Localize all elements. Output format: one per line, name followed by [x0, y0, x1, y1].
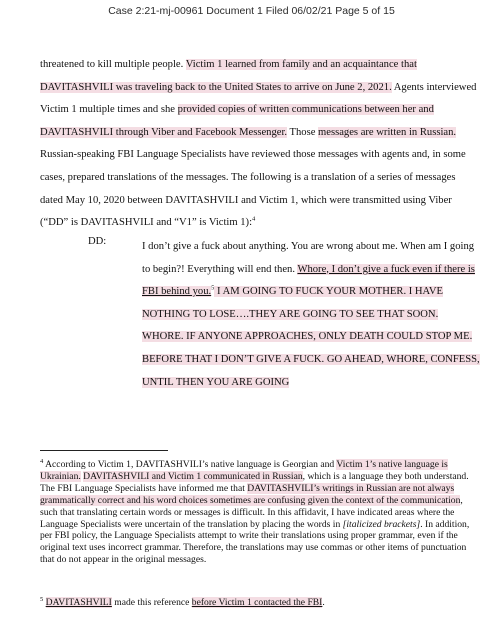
- text-run: Those: [287, 126, 319, 138]
- body-paragraph: [40, 54, 480, 235]
- footnote-ref-4: 4: [252, 215, 256, 223]
- footnote-marker: 4: [40, 457, 44, 465]
- footnote-ref-5: 5: [211, 284, 215, 292]
- text-run: Agents interviewed Victim 1 multiple times and she: [40, 81, 477, 116]
- text-run: I don’t give a fuck about anything. You are wrong about me. When am I going to begin?! Everything will end then.: [142, 241, 475, 275]
- italic-text: [italicized brackets]: [342, 518, 421, 530]
- text-run: .: [322, 597, 325, 608]
- highlighted-text: provided copies of written communications between her and DAVITASHVILI through Viber and Facebook Messenger.: [40, 104, 434, 138]
- text-run: . In addition, per FBI policy, the Language Specialists attempt to write their translations using proper grammar, even if the original text uses incorrect grammar. Therefore, the translations may use commas or other items of punctuation that do not appear in the original messages.: [40, 518, 470, 566]
- highlighted-text: Victim 1’s native language is Ukrainian.: [40, 459, 448, 482]
- highlighted-text: Victim 1 learned from family and an acquaintance that DAVITASHVILI was traveling back to the United States to arrive on June 2, 2021.: [40, 59, 417, 93]
- footnote-marker: 5: [40, 595, 44, 603]
- highlighted-text: DAVITASHVILI and Victim 1 communicated in Russian: [83, 470, 303, 482]
- text-run: , which is a language they both understand. The FBI Language Specialists have informed me that: [40, 470, 469, 494]
- highlighted-underlined-text: DAVITASHVILI: [45, 597, 112, 608]
- message-text: [142, 236, 480, 394]
- text-run: threatened to kill multiple people.: [40, 59, 186, 70]
- highlighted-text: DAVITASHVILI’s writings in Russian are not always grammatically correct and his word choices sometimes are confusing given the context of the communication: [40, 482, 461, 506]
- text-run: made this reference: [111, 597, 192, 608]
- highlighted-underlined-text: before Victim 1 contacted the FBI: [191, 597, 323, 608]
- case-header: Case 2:21-mj-00961 Document 1 Filed 06/02/21 Page 5 of 15: [108, 5, 395, 17]
- footnote-divider: [40, 450, 168, 451]
- highlighted-underlined-text: Whore, I don’t give a fuck even if there is FBI behind you.: [142, 263, 475, 298]
- highlighted-text: ONLY DEATH COULD STOP ME. BEFORE THAT I DON’T GIVE A FUCK. GO AHEAD, WHORE, CONFESS, UNTIL THEN YOU ARE GOING: [142, 331, 480, 388]
- highlighted-text: messages are written in Russian.: [318, 126, 457, 138]
- highlighted-text: I AM GOING TO FUCK YOUR MOTHER. I HAVE NOTHING TO LOSE….THEY ARE GOING TO SEE THAT SOON. WHORE. IF ANYONE APPROACHES,: [142, 286, 443, 343]
- footnote-4: [40, 459, 480, 566]
- speaker-label: DD:: [88, 236, 107, 247]
- text-run: Russian-speaking FBI Language Specialists have reviewed those messages with agents and, in some cases, prepared translations of the messages. The following is a translation of a series of messages dated May 10, 2020 between DAVITASHVILI and Victim 1, which were transmitted using Viber (“DD” is DAVITASHVILI and “V1” is Victim 1):: [40, 149, 466, 229]
- text-run: , such that translating certain words or messages is difficult. In this affidavit, I have indicated areas where the Language Specialists were uncertain of the translation by placing the words in: [40, 494, 463, 530]
- footnote-5: [40, 597, 480, 609]
- text-run: According to Victim 1, DAVITASHVILI’s native language is Georgian and: [43, 459, 337, 470]
